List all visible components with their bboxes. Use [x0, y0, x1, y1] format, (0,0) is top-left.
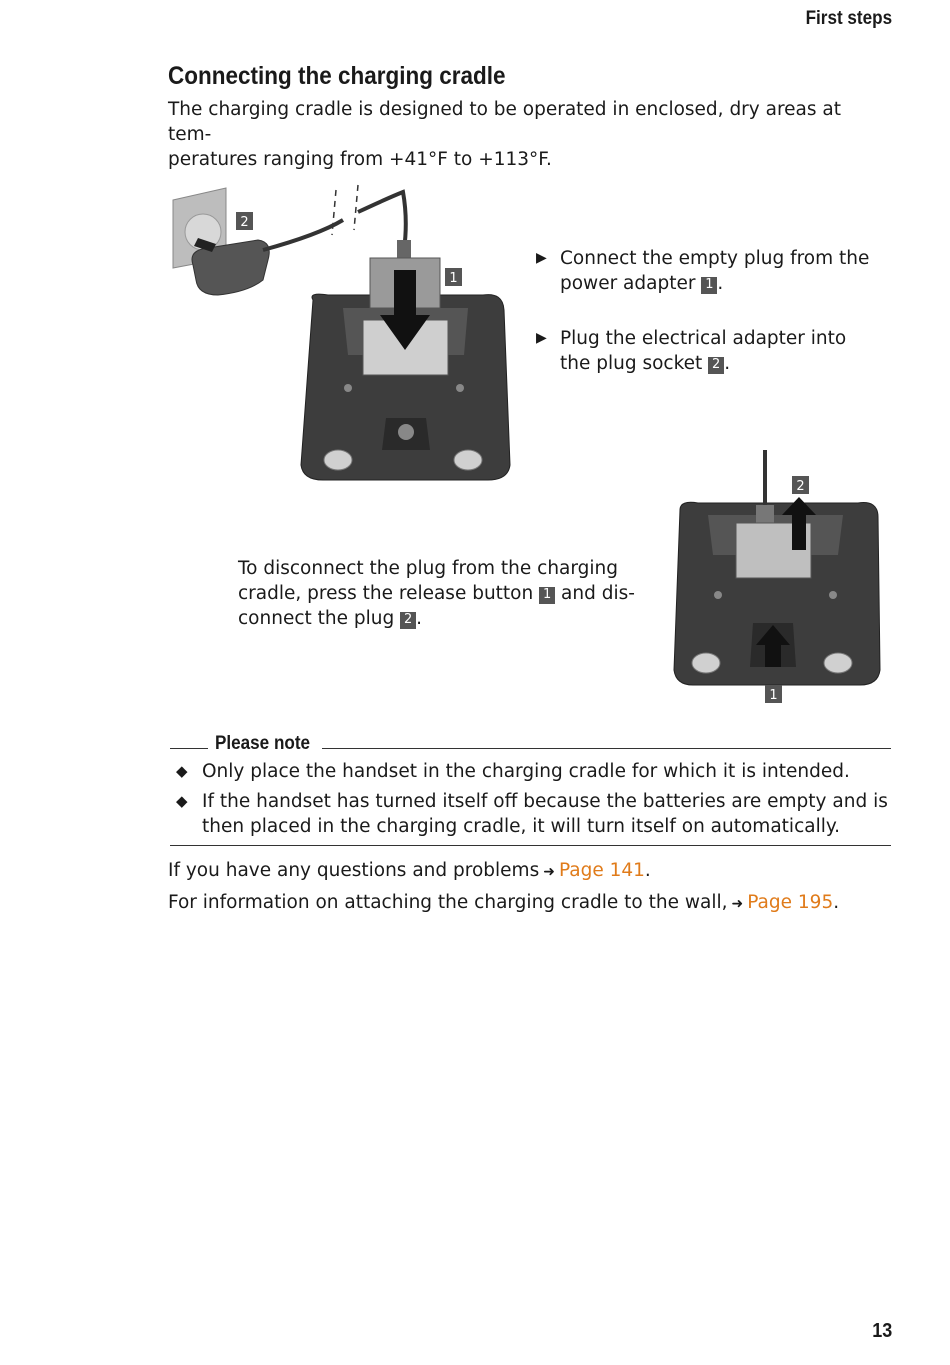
note-rule-left — [170, 748, 208, 749]
section-header: First steps — [805, 8, 892, 29]
step-text-punctuation: . — [717, 273, 724, 294]
bullet-arrow-icon: ▶ — [536, 250, 547, 266]
reference-questions — [168, 858, 651, 885]
step-text-line: Plug the electrical adapter into — [560, 328, 847, 349]
intro-line-2: peratures ranging from +41°F to +113°F. — [168, 149, 552, 170]
reference-text: If you have any questions and problems — [168, 860, 540, 881]
callout-2: 2 — [240, 215, 249, 230]
page-number: 13 — [871, 1320, 892, 1342]
disconnect-paragraph — [238, 556, 658, 631]
intro-line-1: The charging cradle is designed to be operated in enclosed, dry areas at tem- — [168, 99, 841, 145]
note-rule-right — [322, 748, 891, 749]
note-item-text: Only place the handset in the charging cradle for which it is intended. — [202, 761, 850, 782]
cradle-connect-illustration — [168, 180, 513, 485]
note-item-text: then placed in the charging cradle, it will turn itself on automatically. — [202, 816, 841, 837]
bullet-arrow-icon: ▶ — [536, 330, 547, 346]
note-item — [176, 759, 891, 784]
page-link[interactable]: Page 195 — [747, 892, 834, 913]
reference-punct: . — [833, 892, 840, 913]
intro-paragraph — [168, 97, 888, 172]
page-title: Connecting the charging cradle — [168, 62, 506, 90]
disconnect-line-2: cradle, press the release button — [238, 583, 534, 604]
disconnect-line-3-end: . — [416, 608, 423, 629]
step-plug-adapter — [536, 326, 886, 376]
cradle-disconnect-illustration — [668, 445, 883, 710]
reference-text: For information on attaching the charging cradle to the wall, — [168, 892, 728, 913]
arrow-right-icon: ➜ — [543, 864, 555, 880]
callout-2: 2 — [796, 479, 805, 494]
step-text-line: the plug socket — [560, 353, 703, 374]
diamond-bullet-icon: ◆ — [176, 792, 188, 810]
disconnect-line-3: connect the plug — [238, 608, 395, 629]
note-item — [176, 789, 891, 839]
callout-1: 1 — [449, 271, 458, 286]
callout-ref: 1 — [539, 587, 555, 604]
reference-wall-mount — [168, 890, 839, 917]
callout-ref: 2 — [708, 357, 724, 374]
page-link[interactable]: Page 141 — [558, 860, 645, 881]
disconnect-line-1: To disconnect the plug from the charging — [238, 558, 619, 579]
callout-1: 1 — [769, 688, 778, 703]
step-text-line: power adapter — [560, 273, 696, 294]
note-item-text: If the handset has turned itself off because the batteries are empty and is — [202, 791, 888, 812]
step-text-line: Connect the empty plug from the — [560, 248, 870, 269]
step-connect-plug — [536, 246, 886, 296]
arrow-right-icon: ➜ — [731, 896, 744, 912]
reference-punct: . — [644, 860, 651, 881]
note-rule-bottom — [170, 845, 891, 846]
diamond-bullet-icon: ◆ — [176, 762, 188, 780]
disconnect-line-2-end: and dis- — [561, 583, 635, 604]
note-label: Please note — [215, 733, 311, 754]
callout-ref: 2 — [400, 612, 416, 629]
step-text-punctuation: . — [724, 353, 731, 374]
callout-ref: 1 — [701, 277, 717, 294]
